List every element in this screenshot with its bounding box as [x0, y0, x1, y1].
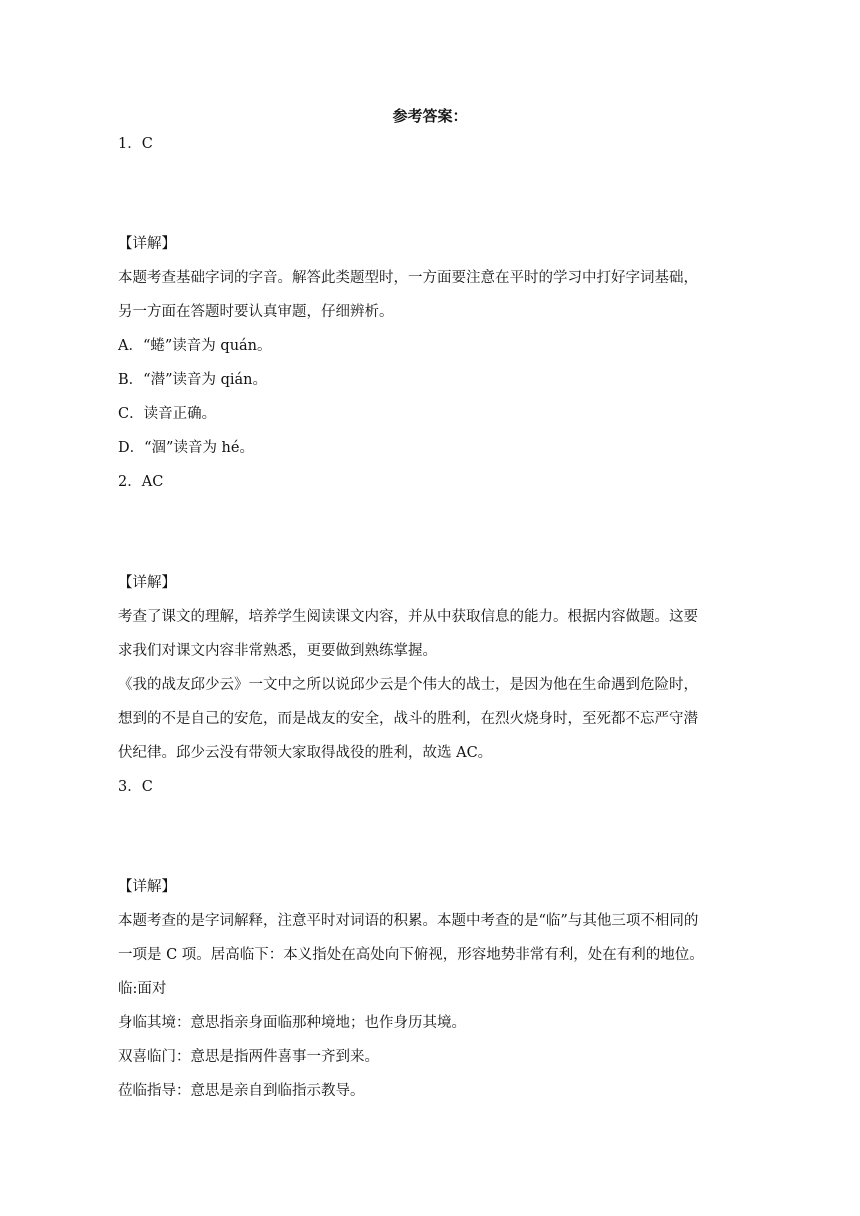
- explanation-2-line-4: 想到的不是自己的安危，而是战友的安全，战斗的胜利，在烈火烧身时，至死都不忘严守潜: [118, 711, 698, 727]
- answer-3: 3．C: [118, 779, 153, 795]
- explanation-2-line-3: 《我的战友邱少云》一文中之所以说邱少云是个伟大的战士，是因为他在生命遇到危险时，: [118, 677, 698, 693]
- explanation-heading-3: 【详解】: [118, 879, 176, 895]
- explanation-2-line-5: 伏纪律。邱少云没有带领大家取得战役的胜利，故选 AC。: [118, 745, 493, 761]
- explanation-2-line-2: 求我们对课文内容非常熟悉，更要做到熟练掌握。: [118, 643, 437, 659]
- explanation-3-line-4: 身临其境：意思指亲身面临那种境地；也作身历其境。: [118, 1015, 466, 1031]
- explanation-heading-1: 【详解】: [118, 236, 176, 252]
- explanation-2-line-1: 考查了课文的理解，培养学生阅读课文内容，并从中获取信息的能力。根据内容做题。这要: [118, 609, 698, 625]
- explanation-1-option-c: C．读音正确。: [118, 406, 217, 422]
- answer-1: 1．C: [118, 136, 153, 152]
- explanation-3-line-2: 一项是 C 项。居高临下：本义指处在高处向下俯视，形容地势非常有利，处在有利的地位。: [118, 947, 704, 963]
- answer-2: 2．AC: [118, 474, 164, 490]
- explanation-1-option-b: B．“潜”读音为 qián。: [118, 372, 267, 388]
- explanation-3-line-1: 本题考查的是字词解释，注意平时对词语的积累。本题中考查的是“临”与其他三项不相同的: [118, 913, 699, 929]
- explanation-3-line-3: 临:面对: [118, 981, 167, 997]
- explanation-3-line-5: 双喜临门：意思是指两件喜事一齐到来。: [118, 1049, 379, 1065]
- explanation-3-line-6: 莅临指导：意思是亲自到临指示教导。: [118, 1083, 365, 1099]
- explanation-1-line-1: 本题考查基础字词的字音。解答此类题型时，一方面要注意在平时的学习中打好字词基础，: [118, 270, 698, 286]
- explanation-1-line-2: 另一方面在答题时要认真审题，仔细辨析。: [118, 304, 394, 320]
- explanation-heading-2: 【详解】: [118, 575, 176, 591]
- answer-key-title: 参考答案：: [392, 107, 468, 125]
- explanation-1-option-a: A．“蜷”读音为 quán。: [118, 338, 272, 354]
- explanation-1-option-d: D．“涸”读音为 hé。: [118, 440, 254, 456]
